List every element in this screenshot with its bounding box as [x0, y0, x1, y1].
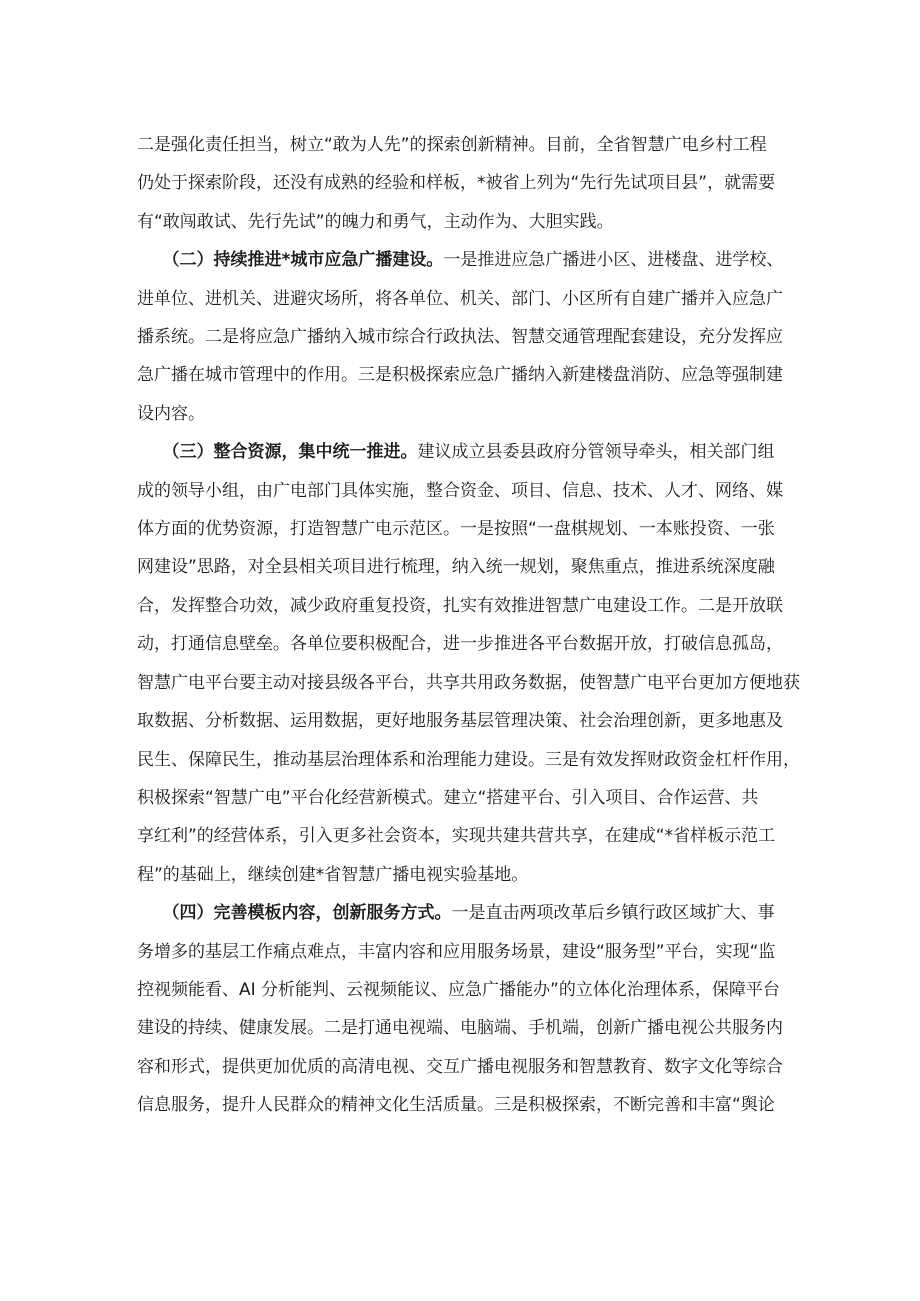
text-line: 成的领导小组，由广电部门具体实施，整合资金、项目、信息、技术、人才、网络、媒: [137, 480, 783, 501]
text-line: 容和形式，提供更加优质的高清电视、交互广播电视服务和智慧教育、数字文化等综合: [137, 1056, 783, 1077]
paragraph-3: [137, 433, 800, 894]
paragraph-2: [137, 241, 791, 433]
paragraph-4: [137, 894, 791, 1124]
text-line: 仍处于探索阶段，还没有成熟的经验和样板，*被省上列为“先行先试项目县”，就需要: [137, 173, 776, 194]
text-line: 急广播在城市管理中的作用。三是积极探索应急广播纳入新建楼盘消防、应急等强制建: [137, 365, 783, 386]
text-line: 务增多的基层工作痛点难点，丰富内容和应用服务场景，建设“服务型”平台，实现“监: [137, 941, 776, 962]
text-line-first: [137, 894, 791, 932]
text-run: 一是直击两项改革后乡镇行政区域扩大、事: [451, 903, 775, 924]
text-line: 程”的基础上，继续创建*省智慧广播电视实验基地。: [137, 864, 529, 885]
text-run: 建议成立县委县政府分管领导牵头，相关部门组: [417, 442, 775, 463]
text-line: 建设的持续、健康发展。二是打通电视端、电脑端、手机端，创新广播电视公共服务内: [137, 1018, 783, 1039]
paragraph-1: [137, 126, 791, 241]
text-line: 二是强化责任担当，树立“敢为人先”的探索创新精神。目前，全省智慧广电乡村工程: [137, 135, 767, 155]
text-line-first: [137, 241, 791, 279]
text-line: 设内容。: [137, 403, 205, 424]
text-line: 民生、保障民生，推动基层治理体系和治理能力建设。三是有效发挥财政资金杠杆作用，: [137, 749, 800, 770]
text-line: 体方面的优势资源，打造智慧广电示范区。一是按照“一盘棋规划、一本账投资、一张: [137, 519, 775, 540]
text-line: 动，打通信息壁垒。各单位要积极配合，进一步推进各平台数据开放，打破信息孤岛，: [137, 634, 783, 655]
text-line: 智慧广电平台要主动对接县级各平台，共享共用政务数据，使智慧广电平台更加方便地获: [137, 672, 800, 693]
section-heading: （二）持续推进*城市应急广播建设。: [171, 250, 444, 271]
text-line: 播系统。二是将应急广播纳入城市综合行政执法、智慧交通管理配套建设，充分发挥应: [137, 327, 783, 348]
text-line: 网建设”思路，对全县相关项目进行梳理，纳入统一规划，聚焦重点，推进系统深度融: [137, 557, 775, 578]
text-line-first: [137, 433, 791, 471]
section-heading: （四）完善模板内容，创新服务方式。: [171, 903, 452, 924]
text-line: 积极探索“智慧广电”平台化经营新模式。建立“搭建平台、引入项目、合作运营、共: [137, 787, 759, 808]
section-heading: （三）整合资源，集中统一推进。: [171, 442, 418, 463]
text-run: 一是推进应急广播进小区、进楼盘、进学校、: [443, 250, 784, 271]
text-line: 合，发挥整合功效，减少政府重复投资，扎实有效推进智慧广电建设工作。二是开放联: [137, 595, 783, 616]
text-line: 取数据、分析数据、运用数据，更好地服务基层管理决策、社会治理创新，更多地惠及: [137, 711, 783, 732]
text-line: 信息服务，提升人民群众的精神文化生活质量。三是积极探索，不断完善和丰富“舆论: [137, 1095, 775, 1116]
text-line: 进单位、进机关、进避灾场所，将各单位、机关、部门、小区所有自建广播并入应急广: [137, 288, 783, 309]
document-body: [137, 126, 800, 1125]
text-line: 享红利”的经营体系，引入更多社会资本，实现共建共营共享，在建成“*省样板示范工: [137, 826, 776, 847]
text-line: 控视频能看、AI 分析能判、云视频能议、应急广播能办”的立体化治理体系，保障平台: [137, 979, 780, 1000]
text-line: 有“敢闯敢试、先行先试”的魄力和勇气，主动作为、大胆实践。: [137, 211, 614, 232]
